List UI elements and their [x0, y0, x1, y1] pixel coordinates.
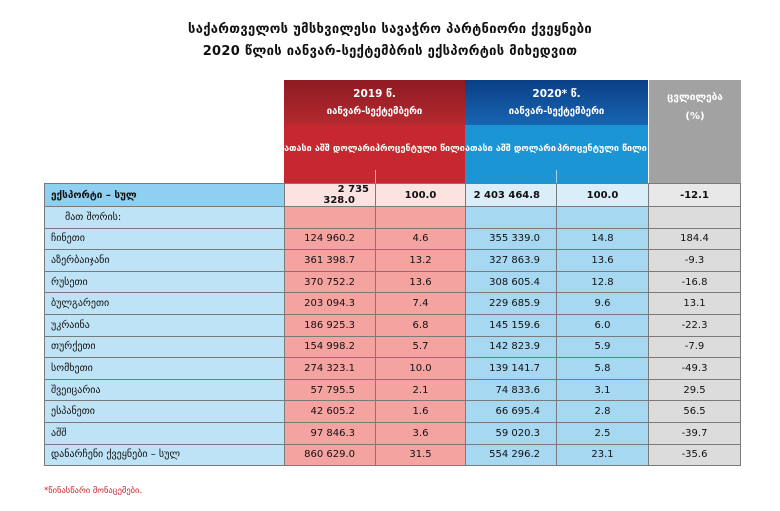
- header-2019-top: [284, 80, 465, 125]
- table-cell-v2020: [466, 271, 557, 293]
- cell-text: ესპანეთი: [51, 406, 95, 418]
- cell-text: 860 629.0: [304, 449, 355, 461]
- table-cell-v2020: [466, 422, 557, 444]
- table-cell-chg: [649, 184, 741, 207]
- cell-text: 184.4: [680, 233, 709, 245]
- cell-text: -16.8: [681, 276, 708, 288]
- table-row: [45, 444, 741, 466]
- cell-text: 13.1: [683, 298, 706, 310]
- cell-text: 3.1: [594, 384, 611, 396]
- header-2020-col-value: ათასი აშშ დოლარი: [465, 144, 556, 154]
- table-cell-chg: [649, 444, 741, 466]
- cell-text: -49.3: [681, 362, 708, 374]
- cell-text: 554 296.2: [489, 449, 540, 461]
- table-row: [45, 271, 741, 293]
- table-cell-p2019: [376, 271, 466, 293]
- table-cell-p2020: [557, 207, 649, 229]
- cell-text: 2 735 328.0: [323, 184, 369, 206]
- cell-text: 145 159.6: [489, 319, 540, 331]
- header-change-unit: (%): [685, 111, 705, 122]
- cell-text: 100.0: [404, 189, 437, 201]
- cell-text: 6.0: [594, 319, 611, 331]
- cell-text: -35.6: [681, 449, 708, 461]
- table-cell-name: [45, 207, 285, 229]
- cell-text: 361 398.7: [304, 254, 355, 266]
- header-2020-range: იანვარ-სექტემბერი: [508, 106, 605, 117]
- cell-text: 355 339.0: [489, 233, 540, 245]
- cell-text: 13.2: [409, 254, 432, 266]
- cell-text: 13.6: [409, 276, 432, 288]
- cell-text: 2.1: [412, 384, 429, 396]
- cell-text: მათ შორის:: [65, 211, 122, 223]
- cell-text: 5.9: [594, 341, 611, 353]
- cell-text: ბულგარეთი: [51, 298, 110, 310]
- cell-text: 2.5: [594, 427, 611, 439]
- cell-text: -9.3: [684, 254, 705, 266]
- cell-text: 2.8: [594, 406, 611, 418]
- table-cell-p2019: [376, 358, 466, 380]
- table-cell-name: [45, 379, 285, 401]
- table-cell-v2020: [466, 444, 557, 466]
- table-cell-v2020: [466, 250, 557, 272]
- table-cell-chg: [649, 379, 741, 401]
- table-row: [45, 184, 741, 207]
- cell-text: 154 998.2: [304, 341, 355, 353]
- cell-text: 124 960.2: [304, 233, 355, 245]
- cell-text: 14.8: [591, 233, 614, 245]
- cell-text: -7.9: [684, 341, 705, 353]
- table-cell-name: [45, 422, 285, 444]
- table-cell-name: [45, 228, 285, 250]
- table-cell-chg: [649, 228, 741, 250]
- cell-text: 57 795.5: [310, 384, 355, 396]
- cell-text: 74 833.6: [495, 384, 540, 396]
- table-cell-v2020: [466, 293, 557, 315]
- cell-text: -39.7: [681, 427, 708, 439]
- table-cell-p2019: [376, 250, 466, 272]
- cell-text: -22.3: [681, 319, 708, 331]
- table-cell-p2020: [557, 184, 649, 207]
- table-row: [45, 207, 741, 229]
- cell-text: შვეიცარია: [51, 384, 101, 396]
- table-cell-v2020: [466, 207, 557, 229]
- table-cell-p2020: [557, 444, 649, 466]
- cell-text: 142 823.9: [489, 341, 540, 353]
- table-cell-v2019: [285, 336, 376, 358]
- table-cell-chg: [649, 207, 741, 229]
- cell-text: 23.1: [591, 449, 614, 461]
- table-cell-chg: [649, 314, 741, 336]
- cell-text: 9.6: [594, 298, 611, 310]
- cell-text: თურქეთი: [51, 341, 96, 353]
- table-cell-chg: [649, 422, 741, 444]
- table-cell-name: [45, 271, 285, 293]
- cell-text: 139 141.7: [489, 362, 540, 374]
- table-cell-v2019: [285, 293, 376, 315]
- cell-text: 5.8: [594, 362, 611, 374]
- header-change-label: ცვლილება: [667, 92, 723, 103]
- cell-text: 4.6: [412, 233, 429, 245]
- table-cell-v2019: [285, 271, 376, 293]
- cell-text: 31.5: [409, 449, 432, 461]
- table-cell-v2019: [285, 422, 376, 444]
- cell-text: 3.6: [412, 427, 429, 439]
- table-cell-name: [45, 184, 285, 207]
- cell-text: [540, 212, 550, 223]
- table-cell-v2019: [285, 228, 376, 250]
- cell-text: აზერბაიჯანი: [51, 254, 110, 266]
- table-cell-p2020: [557, 271, 649, 293]
- cell-text: 274 323.1: [304, 362, 355, 374]
- cell-text: უკრაინა: [51, 319, 90, 331]
- cell-text: 13.6: [591, 254, 614, 266]
- cell-text: სომხეთი: [51, 362, 93, 374]
- cell-text: [355, 212, 369, 223]
- header-2020-top: [465, 80, 648, 125]
- table-cell-v2019: [285, 379, 376, 401]
- table-cell-v2019: [285, 184, 376, 207]
- table-cell-name: [45, 401, 285, 423]
- header-change: [649, 80, 741, 183]
- header-2019-col-value: ათასი აშშ დოლარი: [284, 144, 375, 154]
- table-cell-p2020: [557, 336, 649, 358]
- header-2019-year: 2019 წ.: [353, 88, 396, 100]
- table-row: [45, 314, 741, 336]
- table-cell-chg: [649, 401, 741, 423]
- table-cell-v2020: [466, 184, 557, 207]
- table-cell-p2020: [557, 293, 649, 315]
- cell-text: 56.5: [683, 406, 706, 418]
- cell-text: 66 695.4: [495, 406, 540, 418]
- table-row: [45, 401, 741, 423]
- header-2019-col-share: პროცენტული წილი: [375, 144, 465, 154]
- header-2019-range: იანვარ-სექტემბერი: [326, 106, 423, 117]
- table-cell-v2019: [285, 314, 376, 336]
- cell-text: 10.0: [409, 362, 432, 374]
- cell-text: 229 685.9: [489, 298, 540, 310]
- cell-text: 186 925.3: [304, 319, 355, 331]
- cell-text: აშშ: [51, 427, 67, 439]
- cell-text: 327 863.9: [489, 254, 540, 266]
- table-cell-v2020: [466, 314, 557, 336]
- header-2019: [284, 80, 465, 183]
- page-subtitle: 2020 წლის იანვარ-სექტემბრის ექსპორტის მიხედვით: [202, 44, 578, 59]
- cell-text: 59 020.3: [495, 427, 540, 439]
- table-row: [45, 336, 741, 358]
- cell-text: 97 846.3: [310, 427, 355, 439]
- table-cell-p2020: [557, 314, 649, 336]
- table-cell-v2020: [466, 358, 557, 380]
- table-cell-v2019: [285, 358, 376, 380]
- table-cell-p2019: [376, 444, 466, 466]
- table-row: [45, 293, 741, 315]
- table-row: [45, 250, 741, 272]
- table-row: [45, 379, 741, 401]
- table-cell-p2020: [557, 250, 649, 272]
- table-cell-p2019: [376, 314, 466, 336]
- table-row: [45, 358, 741, 380]
- cell-text: რუსეთი: [51, 276, 88, 288]
- table-cell-chg: [649, 293, 741, 315]
- cell-text: 203 094.3: [304, 298, 355, 310]
- table-cell-p2019: [376, 207, 466, 229]
- table-cell-name: [45, 250, 285, 272]
- table-cell-v2019: [285, 250, 376, 272]
- footnote: *წინასწარი მონაცემები.: [44, 486, 143, 496]
- cell-text: 308 605.4: [489, 276, 540, 288]
- table-row: [45, 228, 741, 250]
- table-cell-v2020: [466, 228, 557, 250]
- table-cell-name: [45, 314, 285, 336]
- table-row: [45, 422, 741, 444]
- table-cell-v2019: [285, 444, 376, 466]
- table-cell-v2020: [466, 401, 557, 423]
- table-cell-p2019: [376, 422, 466, 444]
- table-cell-name: [45, 358, 285, 380]
- table-cell-p2019: [376, 336, 466, 358]
- table-cell-p2019: [376, 379, 466, 401]
- cell-text: ჩინეთი: [51, 233, 85, 245]
- table-cell-chg: [649, 336, 741, 358]
- cell-text: -12.1: [680, 189, 709, 201]
- table-cell-p2020: [557, 358, 649, 380]
- cell-text: 6.8: [412, 319, 429, 331]
- table-cell-name: [45, 293, 285, 315]
- table-cell-p2020: [557, 422, 649, 444]
- table-cell-p2019: [376, 293, 466, 315]
- cell-text: 7.4: [412, 298, 429, 310]
- table-cell-chg: [649, 271, 741, 293]
- cell-text: 100.0: [586, 189, 619, 201]
- table-cell-p2019: [376, 228, 466, 250]
- table-cell-p2020: [557, 379, 649, 401]
- header-2020-year: 2020* წ.: [532, 88, 581, 100]
- table-cell-p2020: [557, 401, 649, 423]
- table-cell-v2020: [466, 379, 557, 401]
- table-cell-p2019: [376, 184, 466, 207]
- table-cell-chg: [649, 250, 741, 272]
- header-2020-col-share: პროცენტული წილი: [557, 144, 647, 154]
- table-cell-v2019: [285, 207, 376, 229]
- export-table: [44, 183, 741, 466]
- header-2020: [465, 80, 648, 183]
- cell-text: ექსპორტი – სულ: [51, 189, 137, 201]
- page-title: საქართველოს უმსხვილესი სავაჭრო პარტნიორი ქვეყნები: [188, 22, 592, 37]
- table-cell-name: [45, 444, 285, 466]
- table-cell-chg: [649, 358, 741, 380]
- cell-text: 29.5: [683, 384, 706, 396]
- cell-text: 5.7: [412, 341, 429, 353]
- cell-text: 42 605.2: [310, 406, 355, 418]
- cell-text: 2 403 464.8: [473, 189, 540, 201]
- table-cell-v2019: [285, 401, 376, 423]
- table-cell-p2020: [557, 228, 649, 250]
- table-cell-name: [45, 336, 285, 358]
- table-cell-p2019: [376, 401, 466, 423]
- table-cell-v2020: [466, 336, 557, 358]
- cell-text: 1.6: [412, 406, 429, 418]
- cell-text: დანარჩენი ქვეყნები – სულ: [51, 449, 181, 461]
- cell-text: 370 752.2: [304, 276, 355, 288]
- cell-text: 12.8: [591, 276, 614, 288]
